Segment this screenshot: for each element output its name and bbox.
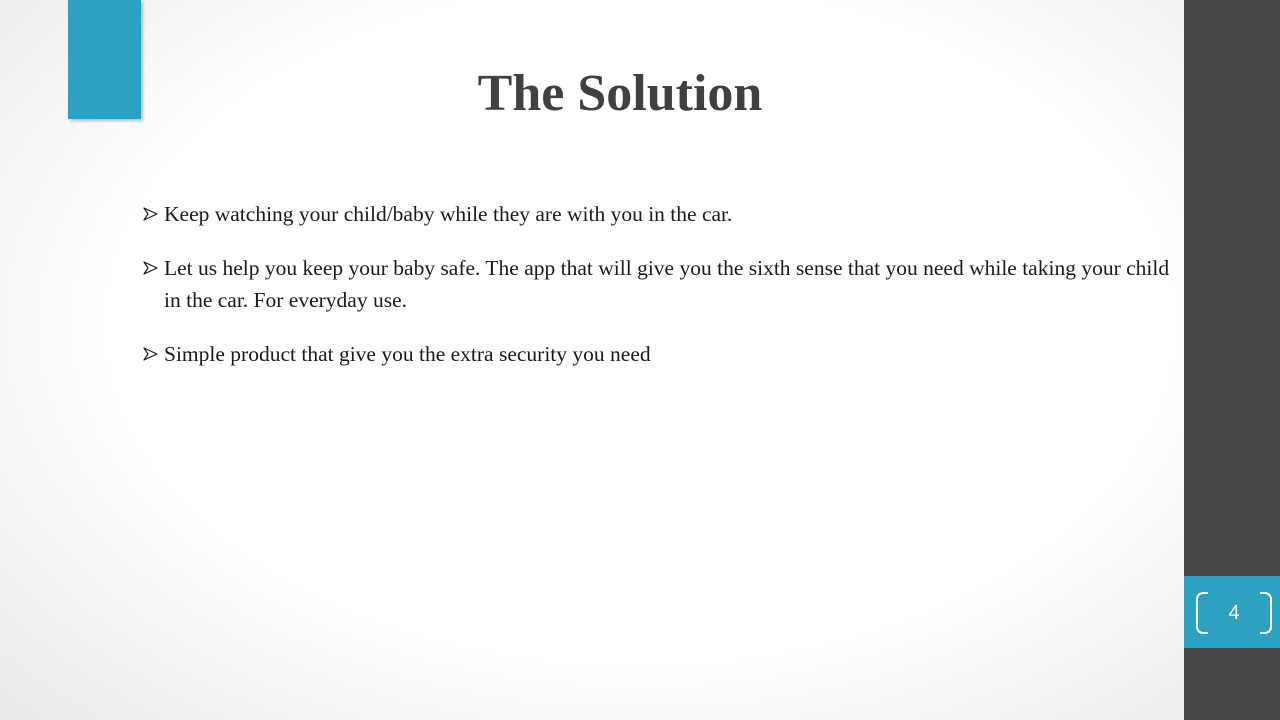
bullet-item	[143, 198, 1173, 230]
bullet-text: Let us help you keep your baby safe. The app that will give you the sixth sense that you need while taking your child in the car. For everyday use.	[164, 256, 1170, 312]
right-bracket-icon	[1260, 592, 1272, 634]
arrowhead-bullet-icon	[143, 198, 161, 230]
bullet-item	[143, 252, 1173, 316]
left-bracket-icon	[1196, 592, 1208, 634]
slide-title: The Solution	[477, 65, 763, 122]
page-number: 4	[1228, 602, 1240, 624]
bullet-text: Keep watching your child/baby while they are with you in the car.	[164, 202, 733, 226]
bullet-text: Simple product that give you the extra security you need	[164, 342, 651, 366]
bullet-list	[143, 198, 1173, 392]
bullet-item	[143, 338, 1173, 370]
arrowhead-bullet-icon	[143, 338, 161, 370]
accent-block	[68, 0, 141, 119]
arrowhead-bullet-icon	[143, 252, 161, 284]
page-number-box	[1184, 576, 1280, 648]
